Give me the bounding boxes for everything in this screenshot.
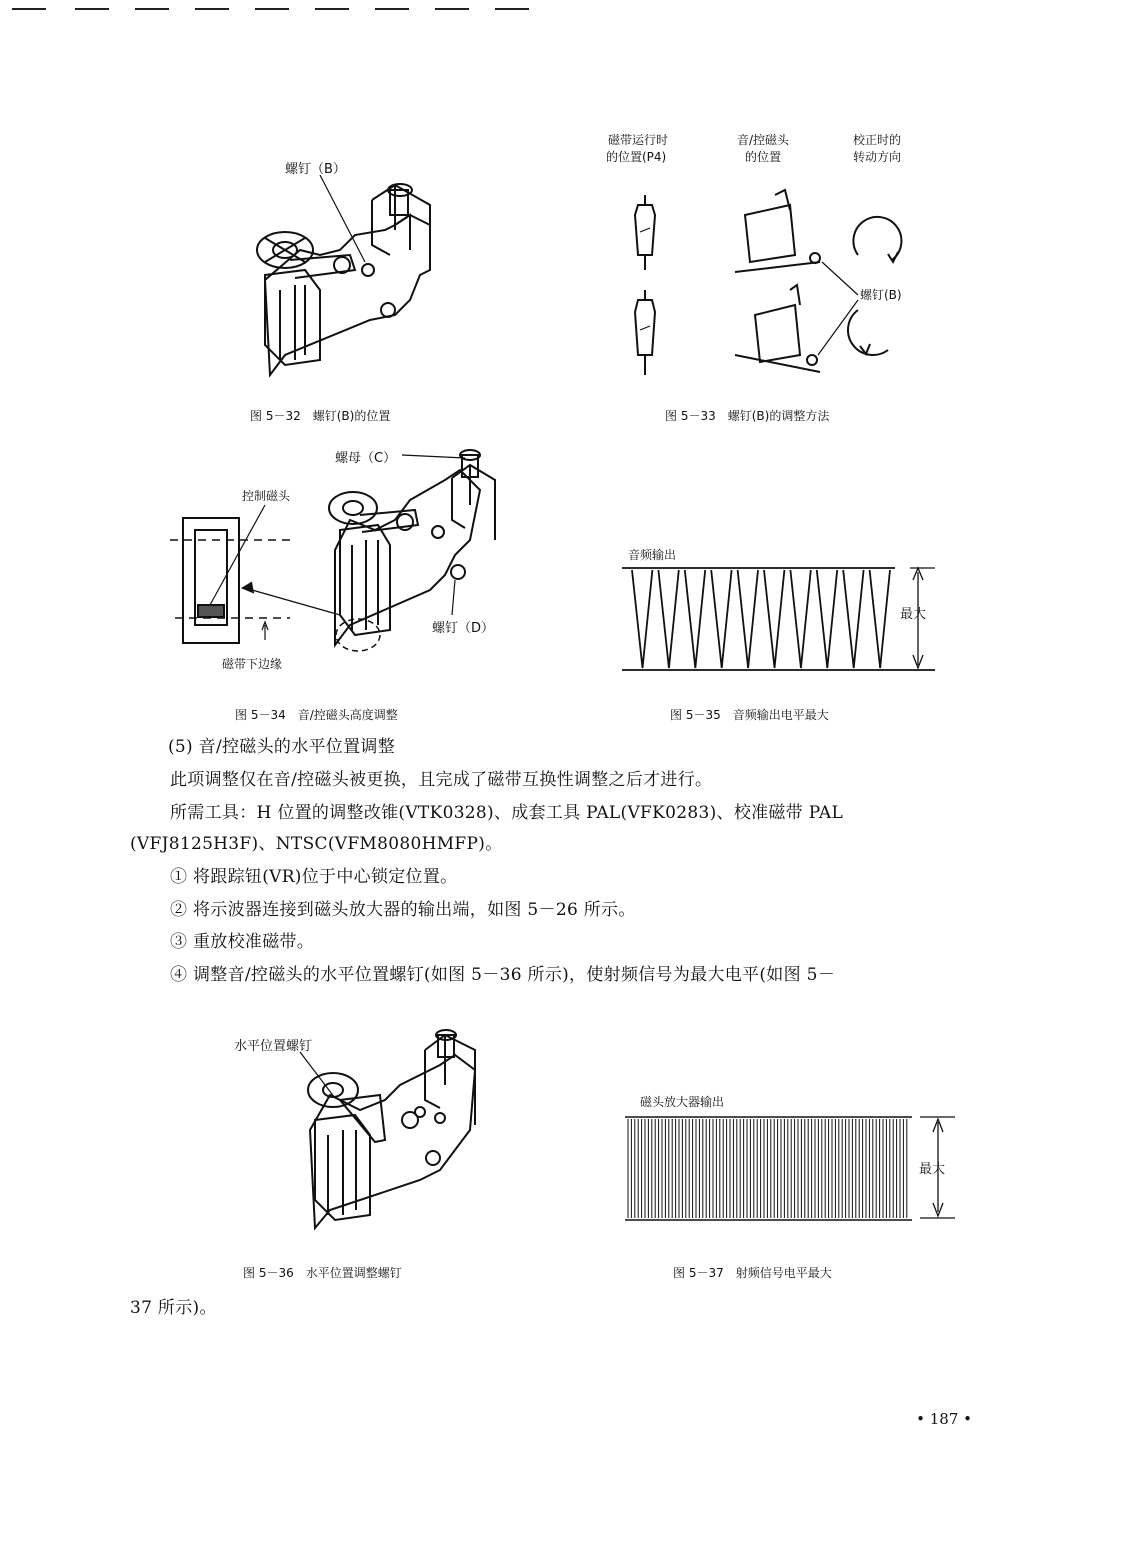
- label-screw-b: 螺钉（B）: [285, 162, 346, 177]
- col1-line1: 磁带运行时: [608, 133, 669, 147]
- amp-output-title: 磁头放大器输出: [640, 1095, 725, 1109]
- label-control-head: 控制磁头: [242, 489, 291, 503]
- caption-5-32: 图 5－32 螺钉(B)的位置: [250, 409, 391, 423]
- col1-line2: 的位置(P4): [606, 150, 667, 164]
- label-horizontal-screw: 水平位置螺钉: [234, 1039, 313, 1054]
- step-3: ③ 重放校准磁带。: [170, 932, 315, 952]
- page-number: • 187 •: [916, 1410, 972, 1428]
- caption-5-37: 图 5－37 射频信号电平最大: [673, 1266, 832, 1280]
- paragraph-2b: (VFJ8125H3F)、NTSC(VFM8080HMFP)。: [130, 834, 503, 854]
- label-tape-edge: 磁带下边缘: [222, 657, 283, 671]
- caption-5-34: 图 5－34 音/控磁头高度调整: [235, 708, 398, 722]
- step-1: ① 将跟踪钮(VR)位于中心锁定位置。: [170, 867, 458, 887]
- col2-line2: 的位置: [745, 150, 782, 164]
- label-screw-d: 螺钉（D）: [432, 621, 495, 636]
- col2-line1: 音/控磁头: [737, 133, 790, 147]
- step-4: ④ 调整音/控磁头的水平位置螺钉(如图 5－36 所示)，使射频信号为最大电平(如图 5－: [170, 965, 836, 985]
- caption-5-33: 图 5－33 螺钉(B)的调整方法: [665, 409, 830, 423]
- paragraph-1: 此项调整仅在音/控磁头被更换，且完成了磁带互换性调整之后才进行。: [170, 770, 713, 790]
- step-4-continued: 37 所示)。: [130, 1298, 217, 1318]
- caption-5-36: 图 5－36 水平位置调整螺钉: [243, 1266, 402, 1280]
- label-max-35: 最大: [900, 607, 927, 622]
- paragraph-2a: 所需工具：H 位置的调整改锥(VTK0328)、成套工具 PAL(VFK0283)、校准磁带 PAL: [170, 803, 844, 823]
- label-nut-c: 螺母（C）: [335, 451, 397, 466]
- col3-line2: 转动方向: [853, 150, 902, 164]
- col3-line1: 校正时的: [853, 133, 902, 147]
- label-max-37: 最大: [919, 1162, 946, 1177]
- section-heading: (5) 音/控磁头的水平位置调整: [168, 737, 396, 757]
- label-screw-b-33: 螺钉(B): [860, 288, 902, 302]
- caption-5-35: 图 5－35 音频输出电平最大: [670, 708, 829, 722]
- audio-output-title: 音频输出: [628, 548, 677, 562]
- step-2: ② 将示波器连接到磁头放大器的输出端，如图 5－26 所示。: [170, 900, 636, 920]
